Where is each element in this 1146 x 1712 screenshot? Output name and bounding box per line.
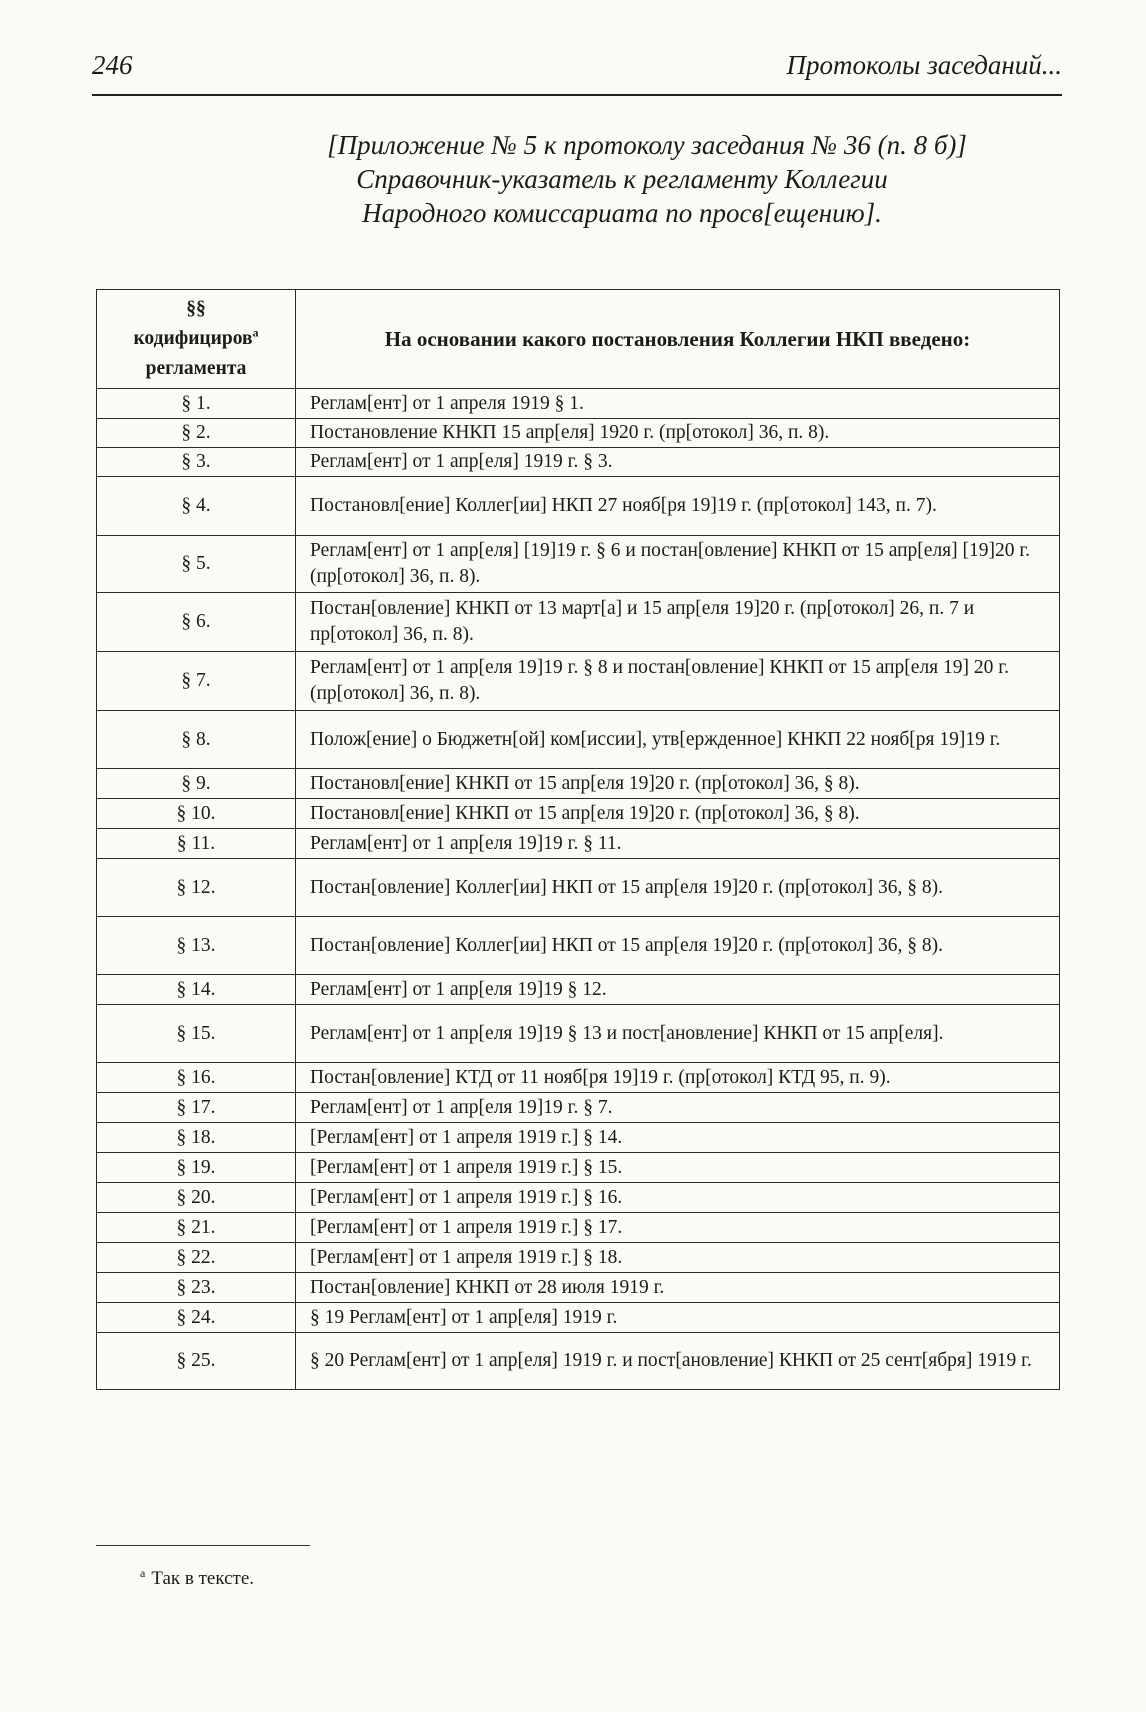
- section-number: § 17.: [97, 1093, 296, 1123]
- reference-table: [96, 289, 1060, 1390]
- section-number: § 9.: [97, 769, 296, 799]
- table-row: [97, 917, 1060, 975]
- table-row: [97, 829, 1060, 859]
- table-row: [97, 1153, 1060, 1183]
- section-number: § 19.: [97, 1153, 296, 1183]
- section-number: § 4.: [97, 477, 296, 536]
- basis-text: Реглам[ент] от 1 апр[еля 19]19 г. § 11.: [296, 829, 1060, 859]
- section-number: § 2.: [97, 419, 296, 448]
- basis-text: Постан[овление] Коллег[ии] НКП от 15 апр[еля 19]20 г. (пр[отокол] 36, § 8).: [296, 917, 1060, 975]
- basis-text: Реглам[ент] от 1 апр[еля 19]19 г. § 8 и постан[овление] КНКП от 15 апр[еля 19] 20 г. (пр[отокол] 36, п. 8).: [296, 652, 1060, 711]
- section-number: § 12.: [97, 859, 296, 917]
- basis-text: § 20 Реглам[ент] от 1 апр[еля] 1919 г. и пост[ановление] КНКП от 25 сент[ября] 1919 г.: [296, 1333, 1060, 1390]
- basis-text: [Реглам[ент] от 1 апреля 1919 г.] § 15.: [296, 1153, 1060, 1183]
- basis-text: § 19 Реглам[ент] от 1 апр[еля] 1919 г.: [296, 1303, 1060, 1333]
- section-number: § 11.: [97, 829, 296, 859]
- section-number: § 23.: [97, 1273, 296, 1303]
- basis-text: Постан[овление] КНКП от 28 июля 1919 г.: [296, 1273, 1060, 1303]
- header-section-label-2: регламента: [145, 358, 247, 379]
- basis-text: Реглам[ент] от 1 апреля 1919 § 1.: [296, 389, 1060, 419]
- reference-title-line1: Справочник-указатель к регламенту Коллегии: [356, 164, 888, 194]
- basis-text: Полож[ение] о Бюджетн[ой] ком[иссии], утв[ержденное] КНКП 22 нояб[ря 19]19 г.: [296, 711, 1060, 769]
- section-number: § 5.: [97, 536, 296, 593]
- page-number: 246: [92, 50, 133, 80]
- basis-text: Постановл[ение] Коллег[ии] НКП 27 нояб[ря 19]19 г. (пр[отокол] 143, п. 7).: [296, 477, 1060, 536]
- table-row: [97, 1005, 1060, 1063]
- basis-text: [Реглам[ент] от 1 апреля 1919 г.] § 18.: [296, 1243, 1060, 1273]
- table-row: [97, 652, 1060, 711]
- table-row: [97, 477, 1060, 536]
- section-number: § 13.: [97, 917, 296, 975]
- basis-text: [Реглам[ент] от 1 апреля 1919 г.] § 17.: [296, 1213, 1060, 1243]
- table-row: [97, 593, 1060, 652]
- table-row: [97, 1333, 1060, 1390]
- footnote: [140, 1565, 255, 1590]
- header-section-column: [97, 290, 296, 389]
- section-number: § 20.: [97, 1183, 296, 1213]
- table-row: [97, 799, 1060, 829]
- section-number: § 21.: [97, 1213, 296, 1243]
- section-number: § 6.: [97, 593, 296, 652]
- table-row: [97, 536, 1060, 593]
- table-row: [97, 1243, 1060, 1273]
- table-row: [97, 1273, 1060, 1303]
- reference-title-line2: Народного комиссариата по просв[ещению].: [362, 198, 882, 228]
- section-number: § 15.: [97, 1005, 296, 1063]
- basis-text: Реглам[ент] от 1 апр[еля 19]19 § 12.: [296, 975, 1060, 1005]
- table-row: [97, 859, 1060, 917]
- section-number: § 3.: [97, 448, 296, 477]
- section-number: § 16.: [97, 1063, 296, 1093]
- section-number: § 8.: [97, 711, 296, 769]
- basis-text: [Реглам[ент] от 1 апреля 1919 г.] § 14.: [296, 1123, 1060, 1153]
- appendix-heading: [92, 128, 1062, 230]
- header-section-label: кодифициров: [133, 328, 253, 349]
- table-row: [97, 711, 1060, 769]
- section-number: § 25.: [97, 1333, 296, 1390]
- basis-text: Постановление КНКП 15 апр[еля] 1920 г. (пр[отокол] 36, п. 8).: [296, 419, 1060, 448]
- basis-text: Постан[овление] КНКП от 13 март[а] и 15 апр[еля 19]20 г. (пр[отокол] 26, п. 7 и пр[отокол] 36, п. 8).: [296, 593, 1060, 652]
- table-row: [97, 389, 1060, 419]
- footnote-divider: [96, 1545, 310, 1546]
- basis-text: Постановл[ение] КНКП от 15 апр[еля 19]20 г. (пр[отокол] 36, § 8).: [296, 799, 1060, 829]
- table-row: [97, 769, 1060, 799]
- basis-text: Реглам[ент] от 1 апр[еля] [19]19 г. § 6 и постан[овление] КНКП от 15 апр[еля] [19]20 г. (пр[отокол] 36, п. 8).: [296, 536, 1060, 593]
- footnote-mark: а: [252, 325, 259, 340]
- footnote-text: Так в тексте.: [151, 1568, 255, 1589]
- section-number: § 10.: [97, 799, 296, 829]
- basis-text: Реглам[ент] от 1 апр[еля 19]19 § 13 и пост[ановление] КНКП от 15 апр[еля].: [296, 1005, 1060, 1063]
- footnote-marker: а: [140, 1565, 146, 1580]
- section-number: § 24.: [97, 1303, 296, 1333]
- table-row: [97, 1063, 1060, 1093]
- table-row: [97, 975, 1060, 1005]
- section-number: § 22.: [97, 1243, 296, 1273]
- basis-text: Реглам[ент] от 1 апр[еля 19]19 г. § 7.: [296, 1093, 1060, 1123]
- table-row: [97, 1093, 1060, 1123]
- basis-text: Реглам[ент] от 1 апр[еля] 1919 г. § 3.: [296, 448, 1060, 477]
- table-row: [97, 1213, 1060, 1243]
- basis-text: Постан[овление] Коллег[ии] НКП от 15 апр[еля 19]20 г. (пр[отокол] 36, § 8).: [296, 859, 1060, 917]
- basis-text: Постановл[ение] КНКП от 15 апр[еля 19]20 г. (пр[отокол] 36, § 8).: [296, 769, 1060, 799]
- section-number: § 1.: [97, 389, 296, 419]
- section-number: § 7.: [97, 652, 296, 711]
- running-title: Протоколы заседаний...: [786, 50, 1062, 80]
- appendix-title: [Приложение № 5 к протоколу заседания № 36 (п. 8 б)]: [327, 130, 967, 160]
- table-row: [97, 1123, 1060, 1153]
- table-row: [97, 1183, 1060, 1213]
- basis-text: Постан[овление] КТД от 11 нояб[ря 19]19 г. (пр[отокол] КТД 95, п. 9).: [296, 1063, 1060, 1093]
- header-section-symbol: §§: [186, 298, 206, 319]
- running-head: [92, 50, 1062, 96]
- basis-text: [Реглам[ент] от 1 апреля 1919 г.] § 16.: [296, 1183, 1060, 1213]
- table-row: [97, 419, 1060, 448]
- table-row: [97, 448, 1060, 477]
- section-number: § 14.: [97, 975, 296, 1005]
- table-header-row: [97, 290, 1060, 389]
- header-basis-column: На основании какого постановления Коллегии НКП введено:: [296, 290, 1060, 389]
- table-row: [97, 1303, 1060, 1333]
- section-number: § 18.: [97, 1123, 296, 1153]
